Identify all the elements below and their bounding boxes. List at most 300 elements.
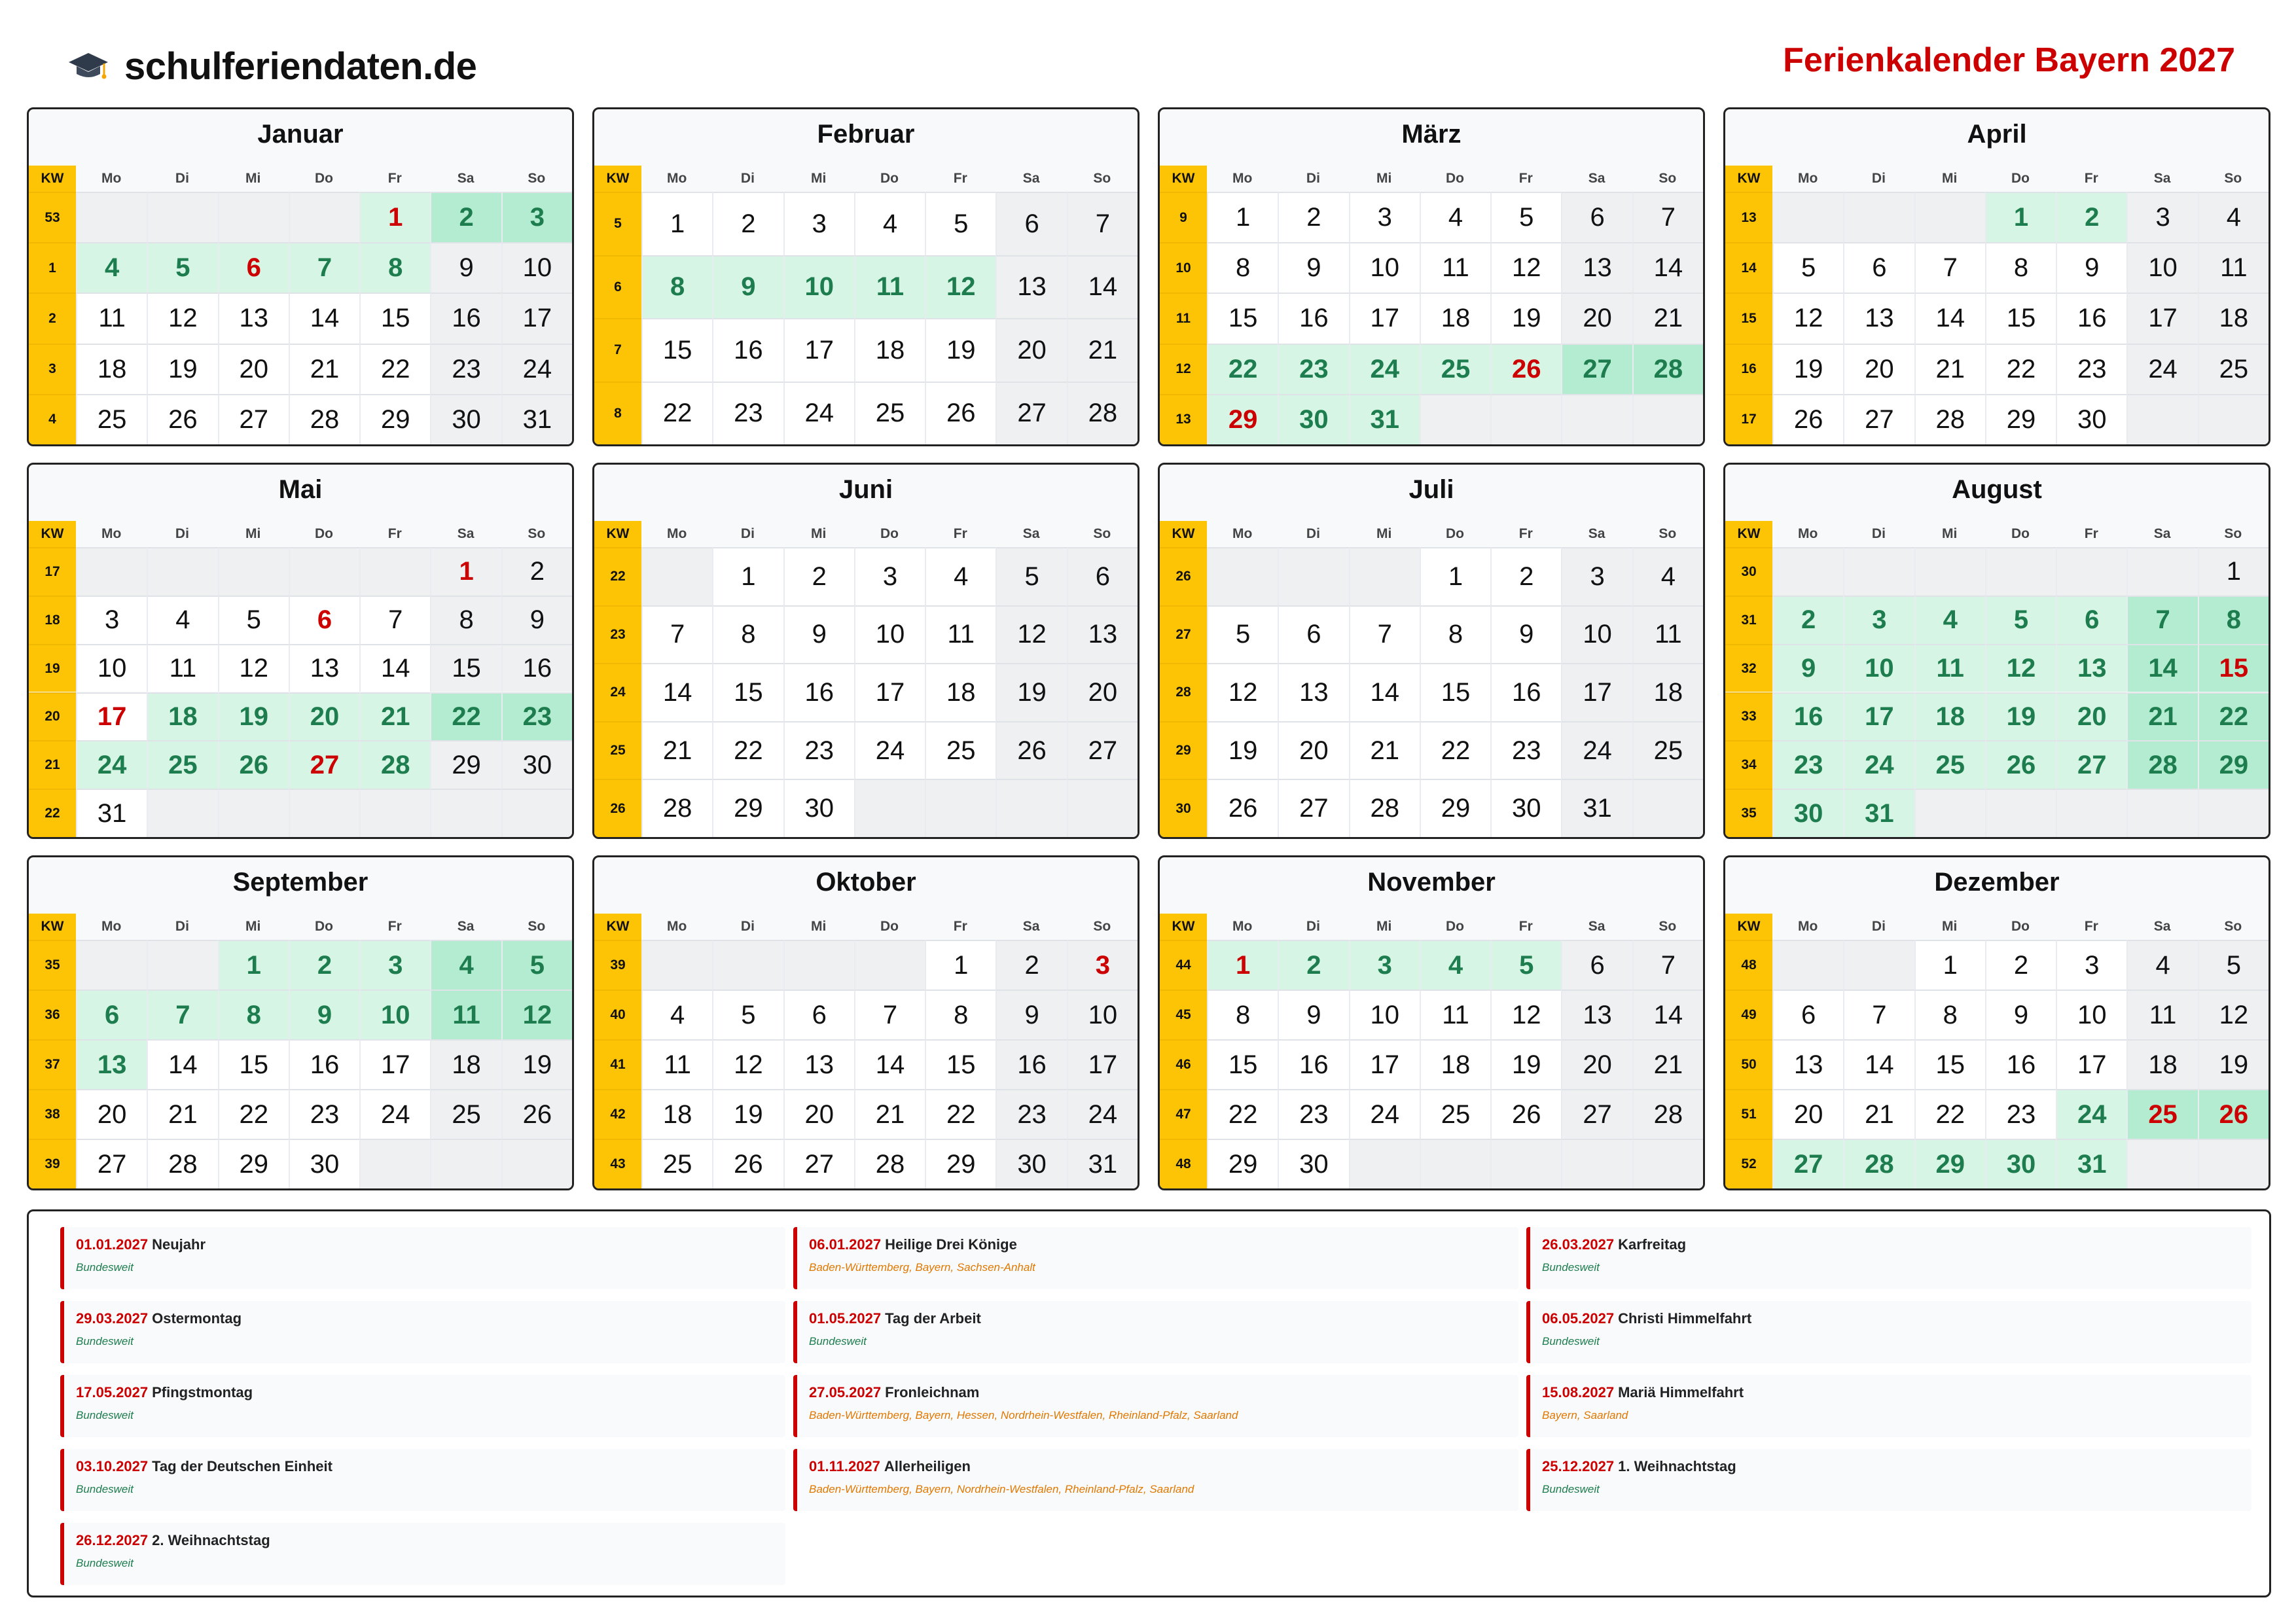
day-cell: 23 <box>501 692 572 741</box>
day-cell: 27 <box>783 1139 854 1188</box>
day-cell: 18 <box>76 344 147 394</box>
weekday-header: Fr <box>387 526 402 541</box>
weekday-header: Mi <box>1942 171 1958 186</box>
day-cell: 18 <box>925 663 996 721</box>
page-title: Ferienkalender Bayern 2027 <box>1783 41 2235 79</box>
day-cell: 18 <box>2126 1039 2197 1089</box>
day-cell: 4 <box>641 990 712 1039</box>
weekday-header: So <box>528 171 546 186</box>
empty-cell <box>2056 547 2126 596</box>
day-cell: 30 <box>2056 394 2126 444</box>
day-cell: 7 <box>1632 940 1703 990</box>
empty-cell <box>1772 547 1843 596</box>
day-cell: 19 <box>1772 344 1843 394</box>
day-cell: 5 <box>1490 940 1561 990</box>
holiday-date: 01.11.2027 <box>809 1458 880 1474</box>
day-cell: 4 <box>925 547 996 605</box>
day-cell: 18 <box>854 318 925 382</box>
holiday-region: Bundesweit <box>809 1335 867 1347</box>
day-cell: 1 <box>1207 940 1278 990</box>
day-cell: 24 <box>1349 1089 1420 1139</box>
holiday-date: 29.03.2027 <box>76 1310 149 1327</box>
day-cell: 13 <box>1561 990 1632 1039</box>
day-cell: 16 <box>430 293 501 343</box>
day-cell: 19 <box>2198 1039 2269 1089</box>
weekday-header: Mi <box>245 171 261 186</box>
weekday-header: Sa <box>457 919 475 934</box>
day-cell: 12 <box>1490 242 1561 293</box>
day-cell: 12 <box>1772 293 1843 343</box>
holiday-title <box>1542 1458 1736 1475</box>
day-cell: 8 <box>1985 242 2056 293</box>
day-cell: 18 <box>430 1039 501 1089</box>
week-number: 48 <box>1725 940 1772 990</box>
day-cell: 7 <box>1349 605 1420 664</box>
day-cell: 3 <box>76 596 147 644</box>
day-cell: 18 <box>1420 293 1490 343</box>
day-cell: 12 <box>1490 990 1561 1039</box>
empty-cell <box>1420 1139 1490 1188</box>
day-cell: 17 <box>1349 293 1420 343</box>
holiday-region: Bundesweit <box>1542 1261 1600 1274</box>
empty-cell <box>854 940 925 990</box>
day-cell: 2 <box>430 192 501 242</box>
day-cell: 6 <box>1561 192 1632 242</box>
empty-cell <box>1561 394 1632 444</box>
week-number: 5 <box>594 192 641 255</box>
day-cell: 29 <box>1207 1139 1278 1188</box>
day-cell: 23 <box>2056 344 2126 394</box>
holiday-title <box>809 1310 981 1327</box>
day-cell: 6 <box>996 192 1066 255</box>
day-cell: 3 <box>501 192 572 242</box>
weekday-header: Di <box>1871 526 1886 541</box>
day-cell: 5 <box>1207 605 1278 664</box>
day-cell: 19 <box>1207 721 1278 779</box>
day-cell: 20 <box>1561 1039 1632 1089</box>
day-cell: 16 <box>1490 663 1561 721</box>
empty-cell <box>641 547 712 605</box>
day-cell: 17 <box>2056 1039 2126 1089</box>
week-number: 8 <box>594 382 641 445</box>
day-cell: 25 <box>1420 344 1490 394</box>
day-cell: 25 <box>854 382 925 445</box>
day-cell: 7 <box>1914 242 1985 293</box>
day-cell: 31 <box>1067 1139 1138 1188</box>
day-cell: 13 <box>1843 293 1914 343</box>
day-cell: 20 <box>996 318 1066 382</box>
weekday-header: Do <box>880 526 899 541</box>
day-cell: 29 <box>218 1139 289 1188</box>
day-cell: 25 <box>76 394 147 444</box>
day-cell: 3 <box>783 192 854 255</box>
week-number: 48 <box>1160 1139 1207 1188</box>
holiday-date: 26.03.2027 <box>1542 1236 1615 1253</box>
weekday-header: Do <box>314 171 333 186</box>
day-cell: 4 <box>1914 596 1985 644</box>
weekday-header: Do <box>314 919 333 934</box>
day-cell: 11 <box>1914 644 1985 692</box>
day-cell: 19 <box>1490 1039 1561 1089</box>
day-cell: 7 <box>2126 596 2197 644</box>
day-cell: 5 <box>925 192 996 255</box>
empty-cell <box>1843 547 1914 596</box>
day-cell: 23 <box>996 1089 1066 1139</box>
empty-cell <box>996 779 1066 837</box>
holiday-region: Baden-Württemberg, Bayern, Sachsen-Anhalt <box>809 1261 1035 1274</box>
day-cell: 11 <box>2198 242 2269 293</box>
day-cell: 8 <box>218 990 289 1039</box>
day-cell: 23 <box>1278 344 1348 394</box>
day-cell: 17 <box>2126 293 2197 343</box>
holiday-item <box>793 1227 1518 1289</box>
day-cell: 16 <box>1278 293 1348 343</box>
week-number: 49 <box>1725 990 1772 1039</box>
day-cell: 5 <box>1772 242 1843 293</box>
weekday-header: Fr <box>1518 171 1533 186</box>
day-cell: 1 <box>218 940 289 990</box>
week-number: 26 <box>1160 547 1207 605</box>
day-cell: 15 <box>430 644 501 692</box>
week-number: 36 <box>29 990 76 1039</box>
weekday-header: Di <box>740 526 755 541</box>
kw-header: KW <box>1160 914 1207 940</box>
day-cell: 11 <box>2126 990 2197 1039</box>
day-cell: 10 <box>1843 644 1914 692</box>
day-cell: 30 <box>1985 1139 2056 1188</box>
day-cell: 26 <box>2198 1089 2269 1139</box>
day-cell: 1 <box>925 940 996 990</box>
month-märz <box>1158 107 1705 446</box>
holiday-name: Neujahr <box>152 1236 206 1253</box>
kw-header: KW <box>594 166 641 192</box>
weekday-header: Sa <box>1588 171 1605 186</box>
week-number: 13 <box>1160 394 1207 444</box>
day-cell: 17 <box>1349 1039 1420 1089</box>
weekday-header: Sa <box>457 526 475 541</box>
weekday-header: Di <box>175 526 189 541</box>
holiday-date: 17.05.2027 <box>76 1384 149 1400</box>
day-cell: 3 <box>2126 192 2197 242</box>
day-cell: 4 <box>1420 192 1490 242</box>
day-cell: 4 <box>1632 547 1703 605</box>
day-cell: 22 <box>1207 344 1278 394</box>
holiday-date: 27.05.2027 <box>809 1384 882 1400</box>
day-cell: 6 <box>1772 990 1843 1039</box>
day-cell: 21 <box>1632 293 1703 343</box>
weekday-header: Do <box>2011 919 2030 934</box>
day-cell: 27 <box>1843 394 1914 444</box>
empty-cell <box>289 547 359 596</box>
kw-header: KW <box>1160 166 1207 192</box>
day-cell: 14 <box>854 1039 925 1089</box>
week-number: 33 <box>1725 692 1772 741</box>
day-cell: 13 <box>76 1039 147 1089</box>
day-cell: 8 <box>712 605 783 664</box>
day-cell: 13 <box>1772 1039 1843 1089</box>
kw-header: KW <box>29 166 76 192</box>
week-number: 17 <box>1725 394 1772 444</box>
day-cell: 28 <box>1349 779 1420 837</box>
day-cell: 17 <box>1067 1039 1138 1089</box>
holiday-date: 03.10.2027 <box>76 1458 149 1474</box>
day-cell: 4 <box>430 940 501 990</box>
kw-header: KW <box>1725 914 1772 940</box>
day-cell: 24 <box>2056 1089 2126 1139</box>
site-logo[interactable] <box>65 43 476 89</box>
day-cell: 25 <box>2126 1089 2197 1139</box>
week-number: 15 <box>1725 293 1772 343</box>
day-cell: 10 <box>1561 605 1632 664</box>
holiday-item <box>793 1449 1518 1511</box>
day-cell: 13 <box>1278 663 1348 721</box>
day-cell: 27 <box>1067 721 1138 779</box>
day-cell: 2 <box>712 192 783 255</box>
day-cell: 24 <box>854 721 925 779</box>
day-cell: 14 <box>147 1039 217 1089</box>
week-number: 10 <box>1160 242 1207 293</box>
empty-cell <box>925 779 996 837</box>
weekday-header: Mi <box>811 919 827 934</box>
week-number: 31 <box>1725 596 1772 644</box>
day-cell: 2 <box>1772 596 1843 644</box>
day-cell: 20 <box>1067 663 1138 721</box>
empty-cell <box>1772 940 1843 990</box>
week-number: 34 <box>1725 740 1772 789</box>
holiday-title <box>809 1458 971 1475</box>
day-cell: 10 <box>854 605 925 664</box>
empty-cell <box>1278 547 1348 605</box>
weekday-header: Mi <box>811 526 827 541</box>
day-cell: 29 <box>2198 740 2269 789</box>
empty-cell <box>1561 1139 1632 1188</box>
day-cell: 17 <box>1843 692 1914 741</box>
day-cell: 6 <box>1278 605 1348 664</box>
day-cell: 28 <box>1067 382 1138 445</box>
weekday-header: Do <box>1445 171 1464 186</box>
day-cell: 8 <box>1207 990 1278 1039</box>
holiday-item <box>60 1449 785 1511</box>
week-number: 22 <box>29 789 76 837</box>
day-cell: 12 <box>1985 644 2056 692</box>
week-number: 24 <box>594 663 641 721</box>
month-name: Juli <box>1408 475 1454 504</box>
day-cell: 30 <box>289 1139 359 1188</box>
day-cell: 15 <box>1985 293 2056 343</box>
month-name: Februar <box>817 120 915 149</box>
holiday-region: Baden-Württemberg, Bayern, Nordrhein-Westfalen, Rheinland-Pfalz, Saarland <box>809 1483 1194 1495</box>
holiday-region: Bayern, Saarland <box>1542 1409 1628 1421</box>
day-cell: 18 <box>1914 692 1985 741</box>
day-cell: 16 <box>996 1039 1066 1089</box>
weekday-header: So <box>1093 919 1111 934</box>
empty-cell <box>2198 789 2269 837</box>
day-cell: 30 <box>430 394 501 444</box>
week-number: 20 <box>29 692 76 741</box>
empty-cell <box>1843 192 1914 242</box>
holiday-region: Bundesweit <box>1542 1335 1600 1347</box>
day-cell: 5 <box>2198 940 2269 990</box>
day-cell: 3 <box>1349 192 1420 242</box>
day-cell: 3 <box>1067 940 1138 990</box>
month-august <box>1723 463 2270 839</box>
day-cell: 20 <box>2056 692 2126 741</box>
day-cell: 14 <box>2126 644 2197 692</box>
holiday-name: Allerheiligen <box>884 1458 971 1474</box>
empty-cell <box>1843 940 1914 990</box>
day-cell: 24 <box>2126 344 2197 394</box>
week-number: 27 <box>1160 605 1207 664</box>
day-cell: 28 <box>359 740 430 789</box>
weekday-header: Mi <box>1942 919 1958 934</box>
empty-cell <box>430 789 501 837</box>
holiday-region: Bundesweit <box>76 1409 134 1421</box>
weekday-header: Do <box>2011 171 2030 186</box>
day-cell: 3 <box>1349 940 1420 990</box>
day-cell: 9 <box>1490 605 1561 664</box>
day-cell: 8 <box>2198 596 2269 644</box>
day-cell: 13 <box>1067 605 1138 664</box>
day-cell: 16 <box>289 1039 359 1089</box>
weekday-header: Sa <box>1022 919 1040 934</box>
day-cell: 19 <box>218 692 289 741</box>
day-cell: 9 <box>1772 644 1843 692</box>
week-number: 35 <box>29 940 76 990</box>
empty-cell <box>1067 779 1138 837</box>
day-cell: 24 <box>1067 1089 1138 1139</box>
day-cell: 20 <box>1278 721 1348 779</box>
week-number: 32 <box>1725 644 1772 692</box>
day-cell: 25 <box>147 740 217 789</box>
day-cell: 22 <box>641 382 712 445</box>
day-cell: 5 <box>712 990 783 1039</box>
day-cell: 20 <box>289 692 359 741</box>
week-number: 39 <box>594 940 641 990</box>
kw-header: KW <box>29 521 76 547</box>
day-cell: 15 <box>2198 644 2269 692</box>
day-cell: 12 <box>712 1039 783 1089</box>
day-cell: 25 <box>1632 721 1703 779</box>
day-cell: 24 <box>783 382 854 445</box>
day-cell: 29 <box>712 779 783 837</box>
empty-cell <box>359 547 430 596</box>
holiday-name: Tag der Arbeit <box>885 1310 981 1327</box>
holiday-item <box>1526 1301 2251 1363</box>
holiday-date: 01.01.2027 <box>76 1236 149 1253</box>
weekday-header: Mo <box>666 919 687 934</box>
week-number: 3 <box>29 344 76 394</box>
weekday-header: Di <box>740 919 755 934</box>
weekday-header: Di <box>1306 526 1320 541</box>
week-number: 9 <box>1160 192 1207 242</box>
week-number: 41 <box>594 1039 641 1089</box>
day-cell: 23 <box>1985 1089 2056 1139</box>
weekday-header: So <box>1093 526 1111 541</box>
weekday-header: Di <box>175 171 189 186</box>
day-cell: 9 <box>2056 242 2126 293</box>
day-cell: 30 <box>501 740 572 789</box>
day-cell: 30 <box>1490 779 1561 837</box>
holiday-title <box>76 1236 206 1253</box>
empty-cell <box>2198 394 2269 444</box>
day-cell: 31 <box>2056 1139 2126 1188</box>
month-september <box>27 855 574 1190</box>
week-number: 52 <box>1725 1139 1772 1188</box>
week-number: 47 <box>1160 1089 1207 1139</box>
day-cell: 11 <box>1420 242 1490 293</box>
day-cell: 1 <box>1985 192 2056 242</box>
empty-cell <box>2126 394 2197 444</box>
day-cell: 29 <box>1420 779 1490 837</box>
empty-cell <box>218 789 289 837</box>
week-number: 1 <box>29 242 76 293</box>
day-cell: 27 <box>2056 740 2126 789</box>
holiday-name: 1. Weihnachtstag <box>1618 1458 1736 1474</box>
empty-cell <box>147 192 217 242</box>
holiday-region: Bundesweit <box>76 1557 134 1569</box>
weekday-header: Mi <box>1376 526 1392 541</box>
week-number: 18 <box>29 596 76 644</box>
day-cell: 9 <box>1278 990 1348 1039</box>
day-cell: 3 <box>1561 547 1632 605</box>
empty-cell <box>1914 192 1985 242</box>
weekday-header: Mo <box>1232 919 1253 934</box>
weekday-header: Mo <box>1232 526 1253 541</box>
day-cell: 21 <box>854 1089 925 1139</box>
day-cell: 16 <box>1985 1039 2056 1089</box>
graduation-cap-icon <box>65 43 111 89</box>
weekday-header: Fr <box>2084 526 2098 541</box>
day-cell: 31 <box>501 394 572 444</box>
day-cell: 27 <box>1561 1089 1632 1139</box>
day-cell: 19 <box>1985 692 2056 741</box>
day-cell: 9 <box>996 990 1066 1039</box>
month-november <box>1158 855 1705 1190</box>
week-number: 46 <box>1160 1039 1207 1089</box>
weekday-header: Mo <box>1232 171 1253 186</box>
week-number: 35 <box>1725 789 1772 837</box>
day-cell: 11 <box>1420 990 1490 1039</box>
day-cell: 2 <box>1278 192 1348 242</box>
holiday-item <box>60 1375 785 1437</box>
weekday-header: Do <box>880 919 899 934</box>
day-cell: 27 <box>289 740 359 789</box>
week-number: 11 <box>1160 293 1207 343</box>
day-cell: 4 <box>147 596 217 644</box>
day-cell: 18 <box>1420 1039 1490 1089</box>
holiday-item <box>60 1523 785 1585</box>
day-cell: 17 <box>783 318 854 382</box>
month-name: März <box>1401 120 1462 149</box>
day-cell: 3 <box>1843 596 1914 644</box>
kw-header: KW <box>29 914 76 940</box>
day-cell: 14 <box>1914 293 1985 343</box>
week-number: 30 <box>1725 547 1772 596</box>
weekday-header: Mi <box>245 526 261 541</box>
weekday-header: Sa <box>1588 919 1605 934</box>
day-cell: 22 <box>2198 692 2269 741</box>
holiday-name: Karfreitag <box>1618 1236 1687 1253</box>
day-cell: 22 <box>218 1089 289 1139</box>
day-cell: 10 <box>1349 242 1420 293</box>
day-cell: 29 <box>430 740 501 789</box>
holiday-name: Ostermontag <box>152 1310 242 1327</box>
kw-header: KW <box>594 914 641 940</box>
day-cell: 25 <box>925 721 996 779</box>
day-cell: 6 <box>1561 940 1632 990</box>
weekday-header: Fr <box>953 171 967 186</box>
week-number: 14 <box>1725 242 1772 293</box>
